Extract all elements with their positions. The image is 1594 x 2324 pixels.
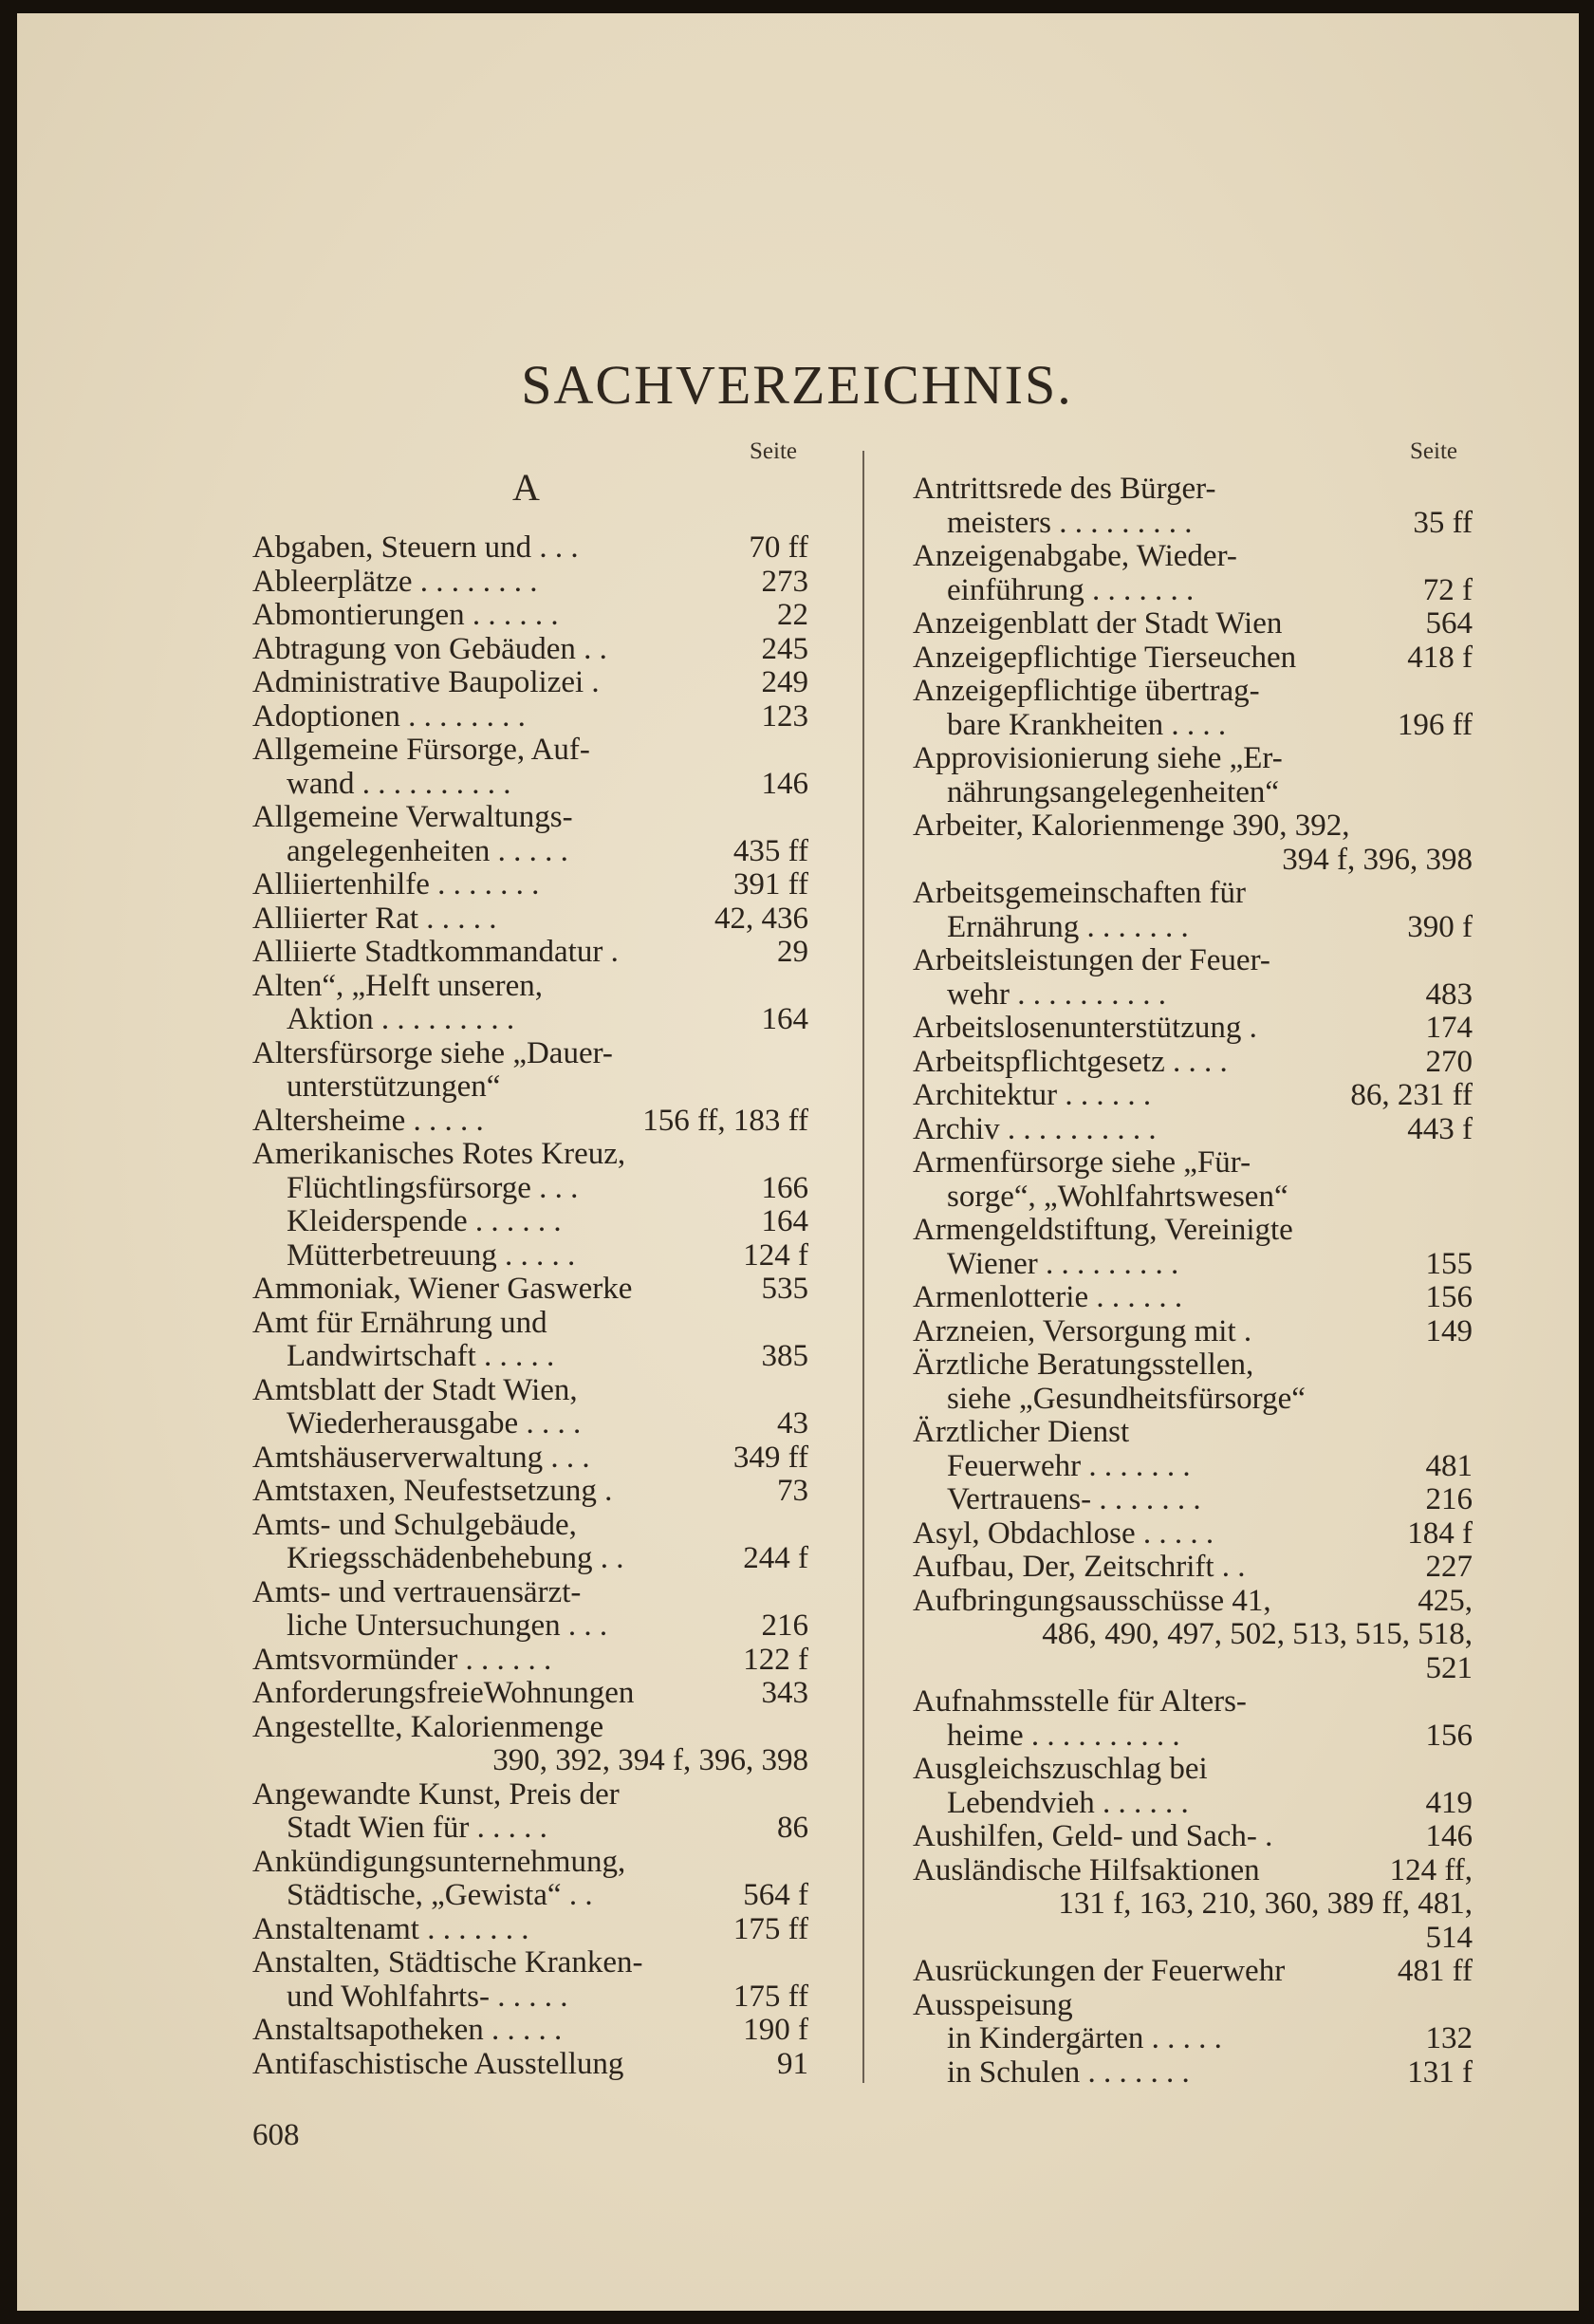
index-entry-page: 156: [1425, 1718, 1473, 1753]
index-entry-page: 124 ff,: [1389, 1852, 1473, 1887]
index-entry-page: 394 f, 396, 398: [1282, 842, 1473, 877]
index-entry-page: 166: [761, 1170, 808, 1205]
index-line: [913, 1416, 1473, 1450]
index-entry-page: 443 f: [1407, 1111, 1473, 1146]
index-entry-page: 535: [761, 1272, 808, 1306]
index-line: [913, 1248, 1473, 1282]
index-entry-page: 419: [1425, 1785, 1473, 1820]
index-entry-page: 156: [1425, 1280, 1473, 1314]
index-line: [252, 1509, 808, 1543]
index-entry-page: 216: [1425, 1482, 1473, 1516]
index-line: [913, 1955, 1473, 1989]
index-line: [913, 809, 1473, 844]
index-entry-page: 390 f: [1407, 909, 1473, 944]
index-line: [252, 599, 808, 633]
index-entry-text: Ausspeisung: [913, 1987, 1073, 2022]
index-entry-text: Ausrückungen der Feuerwehr: [913, 1954, 1286, 1988]
index-entry-page: 390, 392, 394 f, 396, 398: [492, 1743, 808, 1777]
index-line: [913, 1113, 1473, 1147]
index-line: [913, 776, 1473, 810]
index-entry-text: einführung . . . . . . .: [947, 572, 1195, 607]
index-entry-text: Ernährung . . . . . . .: [947, 909, 1189, 944]
index-line: [252, 1846, 808, 1880]
index-line: [252, 2048, 808, 2082]
index-entry-page: 514: [1425, 1920, 1473, 1955]
index-entry-text: Arzneien, Versorgung mit .: [913, 1313, 1252, 1348]
index-entry-text: Amtsvormünder . . . . . .: [252, 1642, 552, 1677]
index-entry-page: 124 f: [743, 1237, 808, 1273]
index-entry-page: 184 f: [1407, 1515, 1473, 1551]
index-entry-page: 385: [761, 1339, 808, 1373]
index-entry-page: 22: [777, 598, 808, 632]
index-line: [913, 2056, 1473, 2091]
index-entry-text: Arbeitsgemeinschaften für: [913, 876, 1246, 910]
index-entry-text: Amts- und Schulgebäude,: [252, 1507, 577, 1542]
index-line: [252, 1980, 808, 2015]
index-entry-text: Armenfürsorge siehe „Für-: [913, 1145, 1251, 1180]
index-line: [913, 2022, 1473, 2056]
index-entry-text: Abtragung von Gebäuden . .: [252, 631, 607, 666]
index-entry-text: Stadt Wien für . . . . .: [287, 1811, 547, 1845]
index-entry-page: 196 ff: [1397, 707, 1473, 742]
index-entry-page: 425,: [1418, 1583, 1473, 1618]
index-line: [252, 566, 808, 600]
index-entry-page: 91: [777, 2046, 808, 2081]
section-letter: A: [512, 466, 540, 509]
index-line: [252, 1172, 808, 1206]
index-entry-page: 175 ff: [732, 1911, 808, 1946]
index-entry-page: 164: [761, 1204, 808, 1238]
index-entry-text: Wiederherausgabe . . . .: [287, 1406, 582, 1441]
index-entry-page: 270: [1425, 1044, 1473, 1079]
index-entry-text: in Kindergärten . . . . .: [947, 2021, 1222, 2055]
index-line: [913, 540, 1473, 574]
index-line: [913, 1685, 1473, 1720]
index-entry-text: Aushilfen, Geld- und Sach- .: [913, 1819, 1273, 1853]
index-entry-text: Ankündigungsunternehmung,: [252, 1844, 626, 1879]
index-entry-text: Städtische, „Gewista“ . .: [287, 1878, 593, 1912]
index-line: [913, 1146, 1473, 1181]
index-line: [252, 1913, 808, 1947]
index-line: [913, 1517, 1473, 1552]
index-entry-text: Ammoniak, Wiener Gaswerke: [252, 1272, 633, 1306]
index-entry-text: Ärztlicher Dienst: [913, 1415, 1130, 1449]
index-entry-page: 349 ff: [732, 1440, 808, 1475]
index-entry-text: Ausgleichszuschlag bei: [913, 1752, 1208, 1786]
index-entry-page: 146: [761, 766, 808, 801]
index-entry-page: 564: [1425, 606, 1473, 641]
index-line: [252, 902, 808, 937]
index-entry-text: Amtstaxen, Neufestsetzung .: [252, 1474, 613, 1508]
index-entry-page: 418 f: [1407, 640, 1473, 675]
index-line: [252, 666, 808, 700]
index-entry-page: 175 ff: [732, 1979, 808, 2014]
index-entry-page: 70 ff: [749, 530, 808, 565]
index-line: [252, 2014, 808, 2048]
index-line: [252, 1307, 808, 1341]
index-line: [913, 574, 1473, 608]
index-entry-text: Aufbringungsausschüsse 41,: [913, 1583, 1271, 1618]
index-entry-text: sorge“, „Wohlfahrtswesen“: [947, 1179, 1288, 1214]
index-line: [913, 607, 1473, 641]
page-number: 608: [252, 2118, 300, 2152]
index-entry-text: Alten“, „Helft unseren,: [252, 968, 544, 1003]
index-line: [252, 970, 808, 1004]
index-entry-page: 86, 231 ff: [1350, 1078, 1473, 1112]
index-entry-text: Abgaben, Steuern und . . .: [252, 530, 579, 565]
index-line: [252, 835, 808, 869]
index-entry-page: 564 f: [743, 1878, 808, 1912]
index-entry-text: Ärztliche Beratungsstellen,: [913, 1348, 1254, 1382]
index-entry-page: 29: [777, 935, 808, 969]
index-entry-text: Armenlotterie . . . . . .: [913, 1280, 1183, 1314]
column-divider: [862, 451, 864, 2083]
index-entry-text: Mütterbetreuung . . . . .: [287, 1237, 576, 1273]
index-line: [252, 700, 808, 734]
index-entry-page: 174: [1425, 1011, 1473, 1045]
index-entry-text: siehe „Gesundheitsfürsorge“: [947, 1381, 1306, 1416]
index-line: [252, 1441, 808, 1476]
index-entry-page: 164: [761, 1002, 808, 1036]
index-entry-page: 123: [761, 698, 808, 734]
index-line: [913, 1450, 1473, 1484]
index-entry-page: 42, 436: [714, 901, 808, 936]
index-entry-text: Adoptionen . . . . . . . .: [252, 698, 526, 734]
index-entry-text: und Wohlfahrts- . . . . .: [287, 1979, 568, 2014]
seite-label-left: Seite: [750, 438, 797, 464]
index-column-left: [252, 531, 808, 2081]
index-entry-text: Amts- und vertrauensärzt-: [252, 1574, 582, 1609]
index-line: [252, 1609, 808, 1644]
index-line: [913, 1922, 1473, 1956]
index-entry-page: 486, 490, 497, 502, 513, 515, 518,: [1042, 1617, 1473, 1651]
index-entry-text: Armengeldstiftung, Vereinigte: [913, 1213, 1293, 1247]
index-entry-text: Antifaschistische Ausstellung: [252, 2046, 624, 2081]
index-entry-text: Abmontierungen . . . . . .: [252, 598, 559, 632]
index-entry-page: 131 f: [1407, 2054, 1473, 2090]
index-line: [252, 1037, 808, 1071]
index-entry-page: 216: [761, 1608, 808, 1643]
index-entry-text: wehr . . . . . . . . . .: [947, 976, 1166, 1012]
index-line: [252, 1744, 808, 1778]
index-line: [252, 1711, 808, 1745]
index-entry-text: Feuerwehr . . . . . . .: [947, 1448, 1191, 1483]
index-line: [913, 1315, 1473, 1349]
index-line: [913, 1483, 1473, 1517]
index-entry-text: Anstalten, Städtische Kranken-: [252, 1945, 643, 1980]
index-line: [252, 1205, 808, 1239]
index-entry-text: Amerikanisches Rotes Kreuz,: [252, 1137, 626, 1171]
index-line: [913, 1348, 1473, 1383]
page-title: SACHVERZEICHNIS.: [521, 354, 1073, 416]
index-line: [913, 709, 1473, 743]
index-entry-page: 190 f: [743, 2013, 808, 2047]
index-line: [252, 1644, 808, 1678]
index-line: [913, 1820, 1473, 1854]
index-entry-page: 481: [1425, 1448, 1473, 1483]
index-entry-text: Allgemeine Fürsorge, Auf-: [252, 733, 590, 767]
index-entry-text: Anzeigepflichtige Tierseuchen: [913, 640, 1297, 675]
index-line: [913, 1079, 1473, 1113]
index-entry-page: 132: [1425, 2021, 1473, 2055]
index-line: [252, 1879, 808, 1913]
index-entry-text: Administrative Baupolizei .: [252, 665, 600, 699]
index-entry-text: Amtshäuserverwaltung . . .: [252, 1440, 590, 1475]
index-line: [252, 1273, 808, 1307]
index-entry-text: Anzeigenblatt der Stadt Wien: [913, 606, 1283, 641]
index-line: [252, 633, 808, 667]
seite-label-right: Seite: [1410, 438, 1457, 464]
index-entry-text: Alliierte Stadtkommandatur .: [252, 935, 619, 969]
index-entry-text: Altersheime . . . . .: [252, 1103, 484, 1138]
index-line: [252, 1677, 808, 1711]
index-entry-page: 521: [1425, 1650, 1473, 1685]
index-entry-page: 227: [1425, 1550, 1473, 1584]
index-entry-page: 35 ff: [1413, 505, 1473, 540]
index-line: [913, 877, 1473, 911]
index-line: [913, 1618, 1473, 1652]
index-entry-text: Asyl, Obdachlose . . . . .: [913, 1515, 1214, 1551]
index-line: [913, 675, 1473, 709]
index-line: [913, 844, 1473, 878]
index-entry-text: Vertrauens- . . . . . . .: [947, 1482, 1201, 1516]
index-entry-text: Ableerplätze . . . . . . . .: [252, 564, 538, 599]
index-entry-text: wand . . . . . . . . . .: [287, 766, 511, 801]
index-line: [252, 1475, 808, 1509]
index-entry-text: Anzeigenabgabe, Wieder-: [913, 539, 1237, 573]
index-entry-text: Ausländische Hilfsaktionen: [913, 1852, 1260, 1887]
index-entry-text: Approvisionierung siehe „Er-: [913, 741, 1283, 775]
index-entry-page: 72 f: [1422, 572, 1473, 607]
index-line: [252, 801, 808, 835]
index-entry-page: 86: [777, 1811, 808, 1845]
index-entry-page: 43: [777, 1406, 808, 1441]
index-line: [252, 1576, 808, 1610]
index-entry-text: Anzeigepflichtige übertrag-: [913, 674, 1260, 708]
index-line: [913, 507, 1473, 541]
index-entry-page: 343: [761, 1676, 808, 1710]
index-entry-page: 245: [761, 631, 808, 666]
index-entry-page: 249: [761, 665, 808, 699]
index-entry-text: unterstützungen“: [287, 1069, 501, 1104]
index-line: [252, 1003, 808, 1037]
index-line: [252, 868, 808, 902]
index-entry-text: Altersfürsorge siehe „Dauer-: [252, 1035, 613, 1070]
index-entry-text: Arbeiter, Kalorienmenge 390, 392,: [913, 809, 1350, 843]
index-entry-text: Arbeitspflichtgesetz . . . .: [913, 1044, 1228, 1079]
index-entry-page: 146: [1425, 1819, 1473, 1853]
index-entry-text: Landwirtschaft . . . . .: [287, 1339, 555, 1373]
index-line: [252, 1340, 808, 1374]
index-line: [913, 1181, 1473, 1215]
index-entry-page: 149: [1425, 1313, 1473, 1348]
index-entry-page: 156 ff, 183 ff: [642, 1103, 808, 1138]
index-line: [913, 1281, 1473, 1315]
index-entry-text: Angestellte, Kalorienmenge: [252, 1709, 604, 1744]
index-entry-text: Amt für Ernährung und: [252, 1305, 547, 1340]
index-entry-text: Wiener . . . . . . . . .: [947, 1246, 1179, 1281]
index-entry-text: nährungsangelegenheiten“: [947, 774, 1280, 809]
index-entry-text: bare Krankheiten . . . .: [947, 707, 1227, 742]
index-entry-page: 244 f: [743, 1541, 808, 1575]
index-entry-text: Arbeitsleistungen der Feuer-: [913, 943, 1270, 977]
index-line: [913, 1214, 1473, 1248]
index-line: [252, 1105, 808, 1139]
index-entry-page: 391 ff: [732, 867, 808, 902]
index-line: [252, 734, 808, 768]
index-entry-text: Allgemeine Verwaltungs-: [252, 800, 573, 834]
index-entry-page: 435 ff: [732, 833, 808, 868]
index-entry-text: Arbeitslosenunterstützung .: [913, 1011, 1257, 1045]
index-entry-page: 481 ff: [1397, 1954, 1473, 1988]
index-entry-page: 131 f, 163, 210, 360, 389 ff, 481,: [1058, 1887, 1473, 1921]
index-line: [252, 531, 808, 566]
index-column-right: [913, 473, 1473, 2090]
index-line: [252, 936, 808, 970]
index-line: [913, 1720, 1473, 1754]
index-line: [913, 1046, 1473, 1080]
index-entry-text: Alliiertenhilfe . . . . . . .: [252, 867, 540, 902]
index-entry-text: Anstaltsapotheken . . . . .: [252, 2013, 563, 2047]
index-entry-text: Antrittsrede des Bürger-: [913, 472, 1216, 506]
index-line: [252, 1374, 808, 1408]
index-entry-text: liche Untersuchungen . . .: [287, 1608, 608, 1643]
index-entry-text: Angewandte Kunst, Preis der: [252, 1776, 620, 1812]
index-entry-text: angelegenheiten . . . . .: [287, 833, 568, 868]
index-line: [913, 1753, 1473, 1787]
index-line: [913, 1787, 1473, 1821]
index-line: [913, 1585, 1473, 1619]
index-entry-page: 483: [1425, 976, 1473, 1012]
index-line: [913, 1854, 1473, 1888]
index-line: [913, 1989, 1473, 2023]
index-entry-page: 155: [1425, 1246, 1473, 1281]
index-entry-text: Aktion . . . . . . . . .: [287, 1002, 515, 1036]
index-entry-text: Architektur . . . . . .: [913, 1078, 1152, 1112]
index-entry-text: Flüchtlingsfürsorge . . .: [287, 1170, 579, 1205]
index-line: [252, 768, 808, 802]
index-entry-text: heime . . . . . . . . . .: [947, 1718, 1180, 1753]
index-line: [252, 1542, 808, 1576]
index-line: [252, 1070, 808, 1105]
index-line: [913, 473, 1473, 507]
index-entry-text: Aufbau, Der, Zeitschrift . .: [913, 1550, 1246, 1584]
index-entry-text: Alliierter Rat . . . . .: [252, 901, 497, 936]
index-line: [913, 1012, 1473, 1046]
index-entry-text: Kleiderspende . . . . . .: [287, 1204, 562, 1238]
index-entry-text: Kriegsschädenbehebung . .: [287, 1541, 624, 1575]
index-entry-page: 122 f: [743, 1642, 808, 1677]
index-entry-text: in Schulen . . . . . . .: [947, 2054, 1190, 2090]
index-line: [252, 1946, 808, 1980]
index-entry-text: Anstaltenamt . . . . . . .: [252, 1911, 529, 1946]
index-line: [913, 742, 1473, 776]
index-entry-text: Lebendvieh . . . . . .: [947, 1785, 1189, 1820]
index-line: [913, 911, 1473, 945]
index-line: [913, 944, 1473, 978]
index-line: [252, 1239, 808, 1274]
index-line: [913, 641, 1473, 676]
index-entry-text: Aufnahmsstelle für Alters-: [913, 1684, 1247, 1719]
index-line: [913, 1383, 1473, 1417]
index-entry-page: 73: [777, 1474, 808, 1508]
index-entry-text: meisters . . . . . . . . .: [947, 505, 1193, 540]
index-line: [913, 978, 1473, 1013]
index-line: [252, 1812, 808, 1846]
index-line: [913, 1551, 1473, 1585]
index-entry-page: 273: [761, 564, 808, 599]
index-line: [913, 1887, 1473, 1922]
index-entry-text: Amtsblatt der Stadt Wien,: [252, 1372, 578, 1407]
index-line: [252, 1778, 808, 1813]
index-line: [252, 1407, 808, 1441]
index-line: [913, 1652, 1473, 1686]
index-entry-text: Archiv . . . . . . . . . .: [913, 1111, 1157, 1146]
index-line: [252, 1138, 808, 1172]
index-entry-text: AnforderungsfreieWohnungen: [252, 1676, 635, 1710]
